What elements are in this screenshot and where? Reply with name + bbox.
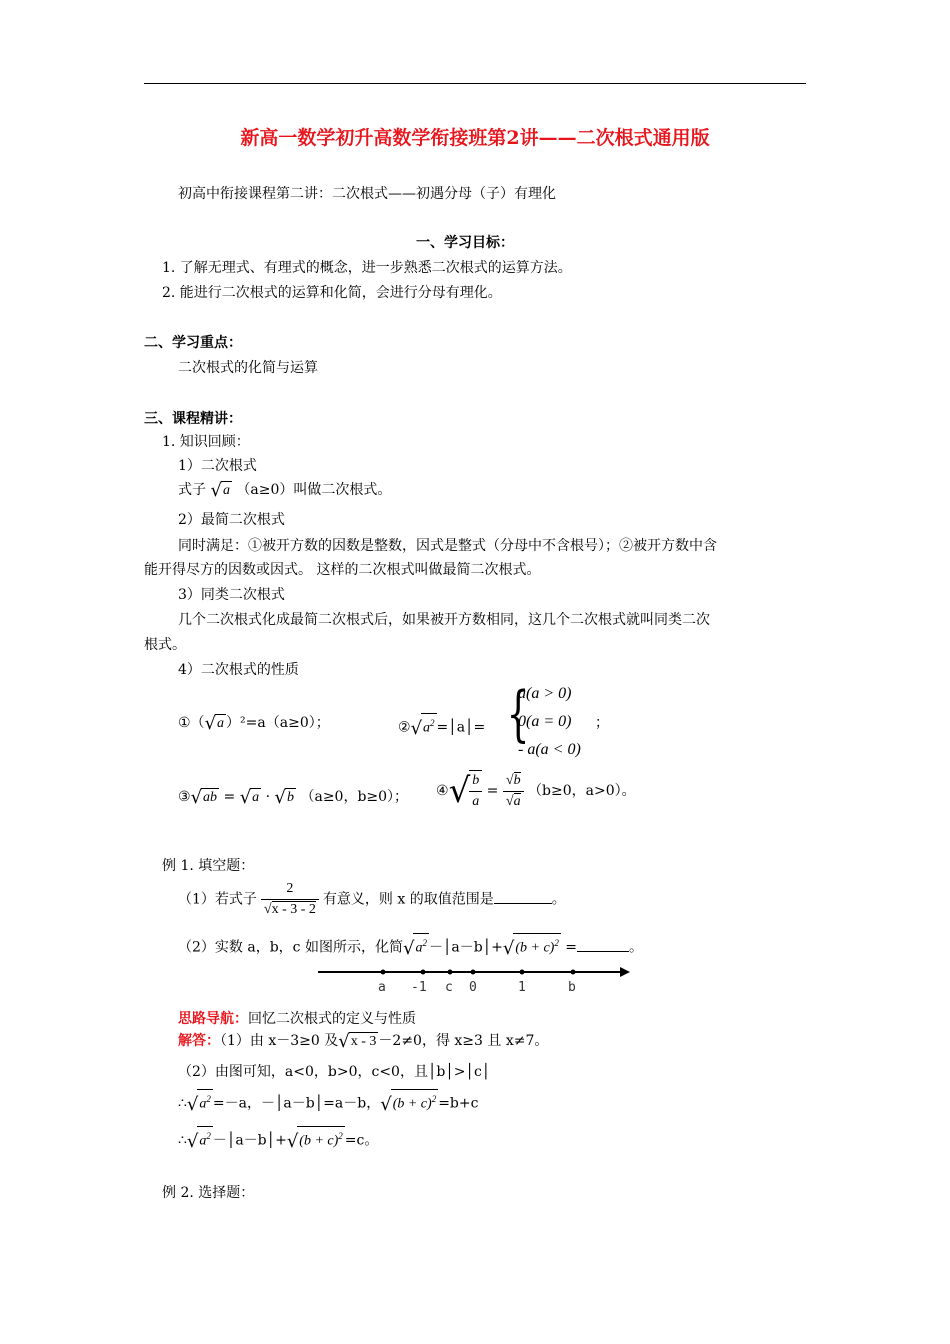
prop2-case-1: a(a > 0) — [518, 685, 572, 702]
hint-text: 回忆二次根式的定义与性质 — [248, 1011, 416, 1027]
prop1-label: ①（ — [178, 715, 205, 731]
sec1-item-1: 1. 了解无理式、有理式的概念，进一步熟悉二次根式的运算方法。 — [162, 260, 572, 276]
numline-label-1: 1 — [518, 980, 526, 995]
sqrt-symbol: √ — [239, 787, 252, 808]
point-a — [381, 970, 386, 975]
prop4-frac-right: $\frac{√b}{√a}$ — [503, 771, 524, 812]
numline-label-c: c — [445, 980, 453, 995]
prop3-radicand-ab: ab — [203, 790, 218, 805]
p4-title: 4）二次根式的性质 — [178, 662, 299, 678]
point-1 — [520, 970, 525, 975]
a4-pre: ∴ — [178, 1132, 187, 1149]
a4-mid: －│a－b│+ — [212, 1132, 287, 1149]
hint-label: 思路导航： — [178, 1011, 248, 1027]
sec1-heading: 一、学习目标： — [416, 235, 514, 251]
prop2-mid: =│a│= — [436, 719, 486, 736]
sqrt-symbol: √ — [502, 937, 515, 959]
point-c — [448, 970, 453, 975]
prop4-frac-left: $\frac{b}{a}$ — [469, 770, 482, 812]
sqrt-symbol: √ — [190, 787, 203, 808]
prop2-end: ； — [595, 715, 609, 731]
review-label: 1. 知识回顾： — [162, 434, 250, 450]
prop4-label: ④ — [436, 783, 449, 799]
example1-q2 — [178, 933, 643, 959]
sqrt-symbol: √ — [186, 1130, 199, 1152]
sqrt-symbol: √ — [410, 717, 423, 739]
sec2-text: 二次根式的化简与运算 — [178, 360, 318, 376]
q1-end: 。 — [551, 891, 566, 908]
page-title: 新高一数学初升高数学衔接班第2讲——二次根式通用版 — [240, 127, 710, 149]
prop1-radicand: a — [217, 716, 225, 731]
sqrt-symbol: √ — [338, 1031, 350, 1052]
q2-post: = — [565, 939, 578, 956]
sqrt-symbol: √ — [286, 1130, 299, 1152]
prop2-case-3: - a(a < 0) — [518, 741, 581, 758]
subtitle: 初高中衔接课程第二讲：二次根式——初遇分母（子）有理化 — [178, 186, 556, 202]
q2-mid: －│a－b│+ — [428, 939, 503, 956]
prop2 — [398, 713, 485, 739]
numline-label-b: b — [568, 980, 576, 995]
q2-end: 。 — [629, 939, 644, 956]
p1-radicand: a — [222, 483, 230, 498]
example1-heading: 例 1. 填空题： — [162, 858, 255, 874]
a4-post: =c。 — [344, 1132, 379, 1149]
sqrt-symbol: √ — [380, 1093, 392, 1115]
prop4-cond: （b≥0，a>0）。 — [528, 783, 636, 799]
a3-pre: ∴ — [178, 1095, 187, 1112]
a3-radicand-a2: $a^2$ — [197, 1089, 213, 1114]
answer-line-4 — [178, 1126, 378, 1152]
prop3: ③√ab = √a · √b （a≥0，b≥0）； — [178, 787, 409, 808]
p1-line — [178, 480, 391, 501]
answer-line-1 — [178, 1031, 548, 1052]
p2-title: 2）最简二次根式 — [178, 512, 285, 528]
sec1-item-2: 2. 能进行二次根式的运算和化简，会进行分母有理化。 — [162, 285, 502, 301]
point-0 — [471, 970, 476, 975]
a3-radicand-bc: $(b + c)^2$ — [391, 1089, 439, 1114]
sqrt-symbol: √ — [448, 771, 471, 811]
a1-pre: （1）由 x－3≥0 及 — [220, 1033, 339, 1049]
p2-line1: 同时满足：①被开方数的因数是整数，因式是整式（分母中不含根号）；②被开方数中含 — [178, 538, 717, 554]
p2-line2: 能开得尽方的因数或因式。 这样的二次根式叫做最简二次根式。 — [144, 562, 541, 578]
q1-den: x - 3 - 2 — [271, 902, 316, 917]
p3-title: 3）同类二次根式 — [178, 587, 285, 603]
prop3-label: ③ — [178, 789, 191, 805]
p1-post: （a≥0）叫做二次根式。 — [236, 482, 392, 498]
a3-mid: =－a，－│a－b│=a－b， — [212, 1095, 381, 1112]
prop1 — [178, 713, 330, 734]
p1-title: 1）二次根式 — [178, 458, 257, 474]
answer-line-2: （2）由图可知，a<0，b>0，c<0，且│b│>│c│ — [178, 1064, 491, 1080]
p3-line2: 根式。 — [144, 637, 186, 653]
prop2-radicand: $a^2$ — [421, 713, 437, 738]
sqrt-symbol: √ — [402, 937, 415, 959]
answer-line-3 — [178, 1089, 478, 1115]
example1-q1 — [178, 879, 566, 920]
a3-post: =b+c — [438, 1095, 479, 1112]
a4-radicand-bc: $(b + c)^2$ — [297, 1126, 345, 1151]
p1-pre: 式子 — [178, 482, 206, 498]
a1-radicand: x - 3 — [350, 1034, 377, 1049]
case-brace: { — [506, 679, 530, 749]
q2-radicand-bc: $(b + c)^2$ — [513, 933, 561, 958]
prop2-case-2: 0(a = 0) — [518, 713, 572, 730]
sqrt-symbol: √ — [210, 480, 222, 501]
numline-label-neg1: -1 — [411, 980, 427, 995]
header-rule — [144, 83, 806, 84]
hint-line — [178, 1009, 416, 1029]
q2-answer-blank[interactable] — [577, 937, 629, 952]
prop3-radicand-b: b — [287, 790, 295, 805]
sqrt-symbol: √ — [274, 787, 287, 808]
q2-pre: （2）实数 a，b，c 如图所示，化简 — [178, 939, 403, 956]
prop4: ④√ $\frac{b}{a}$ = $\frac{√b}{√a}$ （b≥0，a>0）。 — [436, 771, 636, 811]
prop3-cond: （a≥0，b≥0）； — [300, 789, 409, 805]
q1-answer-blank[interactable] — [494, 889, 552, 904]
a1-post: －2≠0，得 x≥3 且 x≠7。 — [378, 1033, 549, 1049]
sec2-heading: 二、学习重点： — [144, 335, 242, 351]
sqrt-symbol: √ — [204, 713, 217, 734]
q1-pre: （1）若式子 — [178, 891, 257, 908]
p3-line1: 几个二次根式化成最简二次根式后，如果被开方数相同，这几个二次根式就叫同类二次 — [178, 612, 710, 628]
number-line-arrow — [620, 967, 630, 977]
example2-heading: 例 2. 选择题： — [162, 1185, 255, 1201]
q1-frac: $\frac{2}{√x - 3 - 2}$ — [261, 879, 319, 920]
sec3-heading: 三、课程精讲： — [144, 411, 242, 427]
sqrt-symbol: √ — [186, 1093, 199, 1115]
q1-num: 2 — [261, 879, 319, 900]
prop2-label: ② — [398, 719, 411, 736]
q1-post: 有意义，则 x 的取值范围是 — [322, 891, 494, 908]
point-neg1 — [421, 970, 426, 975]
answer-label: 解答： — [178, 1033, 220, 1049]
numline-label-a: a — [378, 980, 386, 995]
numline-label-0: 0 — [469, 980, 477, 995]
prop1-rest: ）²=a（a≥0）； — [226, 715, 330, 731]
a4-radicand-a2: $a^2$ — [197, 1126, 213, 1151]
q2-radicand-a2: $a^2$ — [413, 933, 429, 958]
point-b — [571, 970, 576, 975]
prop3-radicand-a: a — [252, 790, 260, 805]
